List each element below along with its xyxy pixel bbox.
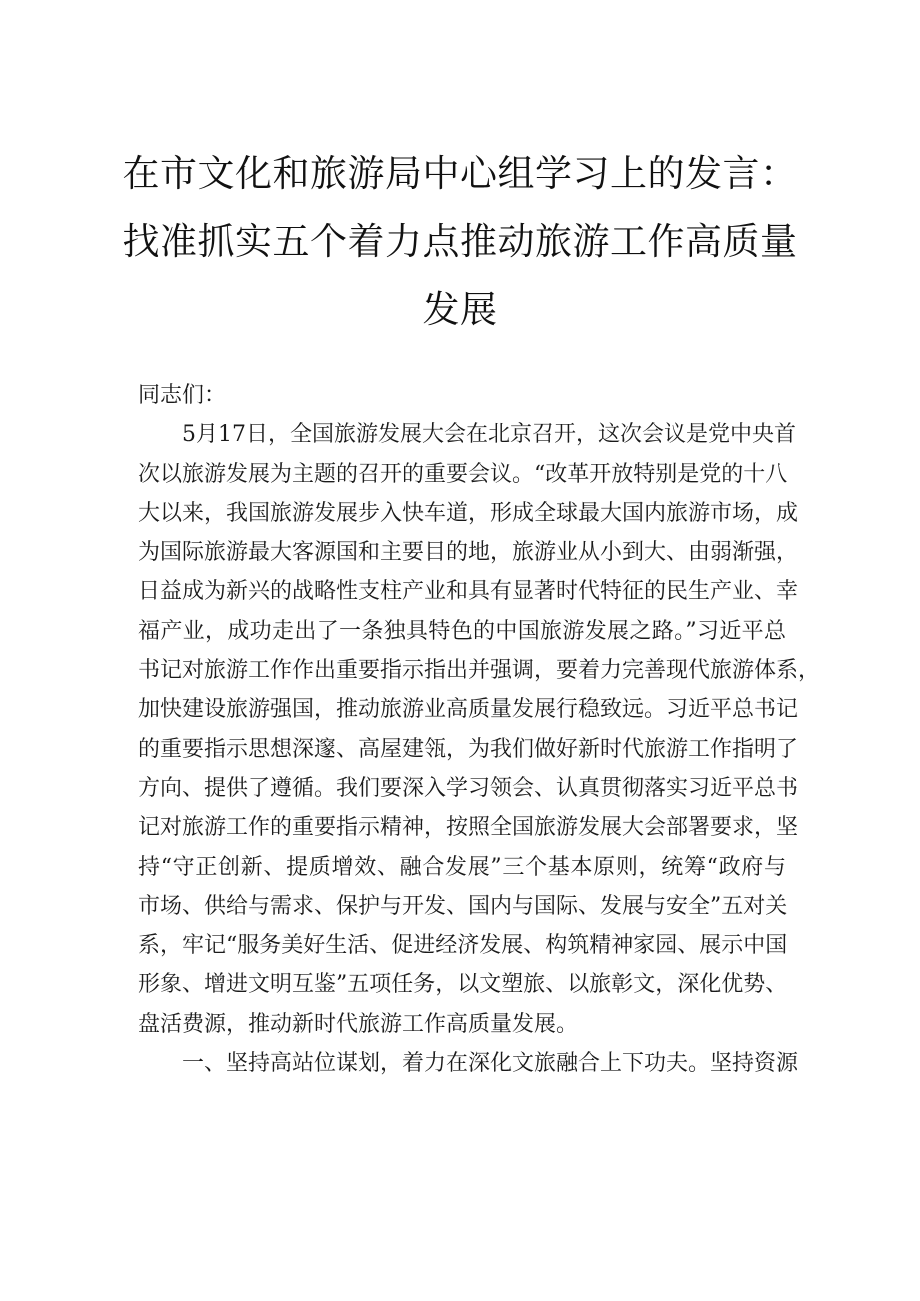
paragraph-line: 一、坚持高站位谋划，着力在深化文旅融合上下功夫。坚持资源 xyxy=(138,1051,799,1077)
paragraph-line: 系，牢记“服务美好生活、促进经济发展、构筑精神家园、展示中国 xyxy=(138,933,788,959)
paragraph-line: 的重要指示思想深邃、高屋建瓴，为我们做好新时代旅游工作指明了 xyxy=(138,736,799,762)
paragraph-line: 福产业，成功走出了一条独具特色的中国旅游发展之路。”习近平总 xyxy=(138,618,786,644)
paragraph-line: 持“守正创新、提质增效、融合发展”三个基本原则，统筹“政府与 xyxy=(138,854,786,880)
paragraph-line: 形象、增进文明互鉴”五项任务，以文塑旅、以旅彰文，深化优势、 xyxy=(138,972,788,998)
paragraph-line: 日益成为新兴的战略性支柱产业和具有显著时代特征的民生产业、幸 xyxy=(138,579,799,605)
paragraph-1 xyxy=(138,415,821,1044)
title-line-2: 找准抓实五个着力点推动旅游工作高质量 xyxy=(122,220,798,263)
paragraph-line: 为国际旅游最大客源国和主要目的地，旅游业从小到大、由弱渐强， xyxy=(138,540,799,566)
paragraph-2 xyxy=(138,1044,799,1083)
title-line-3: 发展 xyxy=(422,288,498,331)
greeting: 同志们： xyxy=(138,383,227,408)
document-title xyxy=(120,140,800,344)
paragraph-line: 盘活费源，推动新时代旅游工作高质量发展。 xyxy=(138,1011,579,1037)
paragraph-line: 市场、供给与需求、保护与开发、国内与国际、发展与安全”五对关 xyxy=(138,893,788,919)
paragraph-line: 次以旅游发展为主题的召开的重要会议。“改革开放特别是党的十八 xyxy=(138,461,788,487)
paragraph-line: 加快建设旅游强国，推动旅游业高质量发展行稳致远。习近平总书记 xyxy=(138,697,799,723)
document-body xyxy=(138,376,821,1083)
paragraph-line: 5月17日，全国旅游发展大会在北京召开，这次会议是党中央首 xyxy=(138,422,796,448)
title-line-1: 在市文化和旅游局中心组学习上的发言： xyxy=(122,152,798,195)
paragraph-line: 方向、提供了遵循。我们要深入学习领会、认真贯彻落实习近平总书 xyxy=(138,775,799,801)
paragraph-line: 记对旅游工作的重要指示精神，按照全国旅游发展大会部署要求，坚 xyxy=(138,815,799,841)
paragraph-line: 大以来，我国旅游发展步入快车道，形成全球最大国内旅游市场，成 xyxy=(138,500,799,526)
paragraph-line: 书记对旅游工作作出重要指示指出并强调，要着力完善现代旅游体系， xyxy=(138,658,821,684)
